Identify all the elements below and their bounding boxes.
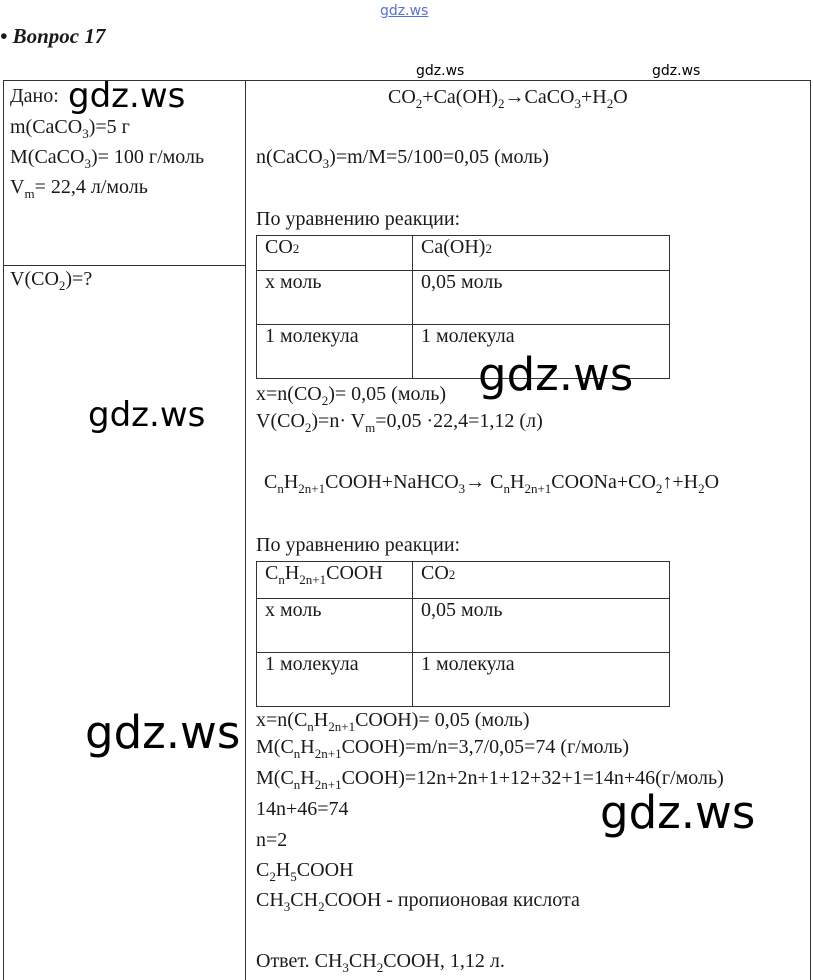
volume-co2: $V(CO_2)=n\cdot V_m=0,05 \cdot 22,4=1,12$ (л) xyxy=(256,410,543,435)
table2-cell: 1 молекула xyxy=(257,653,413,707)
n-value: n=2 xyxy=(256,829,288,851)
formula-1: $C_2H_5COOH$ xyxy=(256,859,354,884)
table1-cell: x моль xyxy=(257,271,413,325)
molar-mass-1: $M(C_nH_{2n+1}COOH)=m/n=3,7/0,05=74$ (г/моль) xyxy=(256,736,630,761)
frame-right xyxy=(810,80,811,980)
table1-cell: 1 молекула xyxy=(257,325,413,379)
given-molar-volume: $V_m= 22,4$ л/моль xyxy=(10,176,148,201)
table1-header-co2: CO2 xyxy=(257,236,413,271)
equation-2: $C_nH_{2n+1}COOH+NaHCO_3\to$ $C_nH_{2n+1}COONa+CO_2↑+H_2O$ xyxy=(264,471,720,496)
table1-cell: 1 молекула xyxy=(413,325,670,379)
watermark-small: gdz.ws xyxy=(652,63,701,79)
given-mass: m(CaCO$_3$)=5 г xyxy=(10,116,130,141)
formula-2: $CH_3CH_2COOH$ - пропионовая кислота xyxy=(256,889,580,914)
molar-mass-2: $M(C_nH_{2n+1}COOH)=12n+2n+1+12+32+1=14n+46(г/моль)$ xyxy=(256,767,724,792)
table2-cell: x моль xyxy=(257,599,413,653)
table2-header-acid: $C_nH_{2n+1}COOH$ xyxy=(257,562,413,599)
ratio-table-2 xyxy=(256,561,670,707)
table1-cell: 0,05 моль xyxy=(413,271,670,325)
table2-cell: 0,05 моль xyxy=(413,599,670,653)
x-n-acid: $x=n(C_nH_{2n+1}COOH)= 0,05$ (моль) xyxy=(256,709,530,734)
n-caco3: n(CaCO$_3$)=m/M=5/100=0,05 (моль) xyxy=(256,146,549,171)
frame-left xyxy=(3,80,4,980)
equation-1: $CO_2+Ca(OH)_2\to CaCO_3+H_2O$ xyxy=(388,86,628,111)
frame-divider xyxy=(245,80,246,980)
find-volume: $V(CO_2)=$? xyxy=(10,268,93,293)
by-equation-1: По уравнению реакции: xyxy=(256,208,461,230)
given-label: Дано: xyxy=(10,85,59,107)
table1-header-caoh2: Ca(OH)2 xyxy=(413,236,670,271)
watermark-small: gdz.ws xyxy=(416,63,465,79)
equation-3: 14n+46=74 xyxy=(256,798,349,820)
table2-header-co2: CO2 xyxy=(413,562,670,599)
answer: Ответ. $CH_3CH_2COOH$, 1,12 л. xyxy=(256,950,505,975)
table2-cell: 1 молекула xyxy=(413,653,670,707)
watermark: gdz.ws xyxy=(85,706,241,759)
watermark: gdz.ws xyxy=(68,76,186,116)
question-title: • Вопрос 17 xyxy=(0,24,106,48)
watermark: gdz.ws xyxy=(600,786,756,839)
given-divider xyxy=(3,265,245,266)
watermark: gdz.ws xyxy=(88,395,206,435)
watermark-top[interactable]: gdz.ws xyxy=(380,3,429,19)
x-n-co2: $x=n(CO_2)= 0,05$ (моль) xyxy=(256,383,446,408)
given-molar-mass: M(CaCO$_3$)= 100 г/моль xyxy=(10,146,205,171)
by-equation-2: По уравнению реакции: xyxy=(256,534,461,556)
watermark: gdz.ws xyxy=(478,348,634,401)
